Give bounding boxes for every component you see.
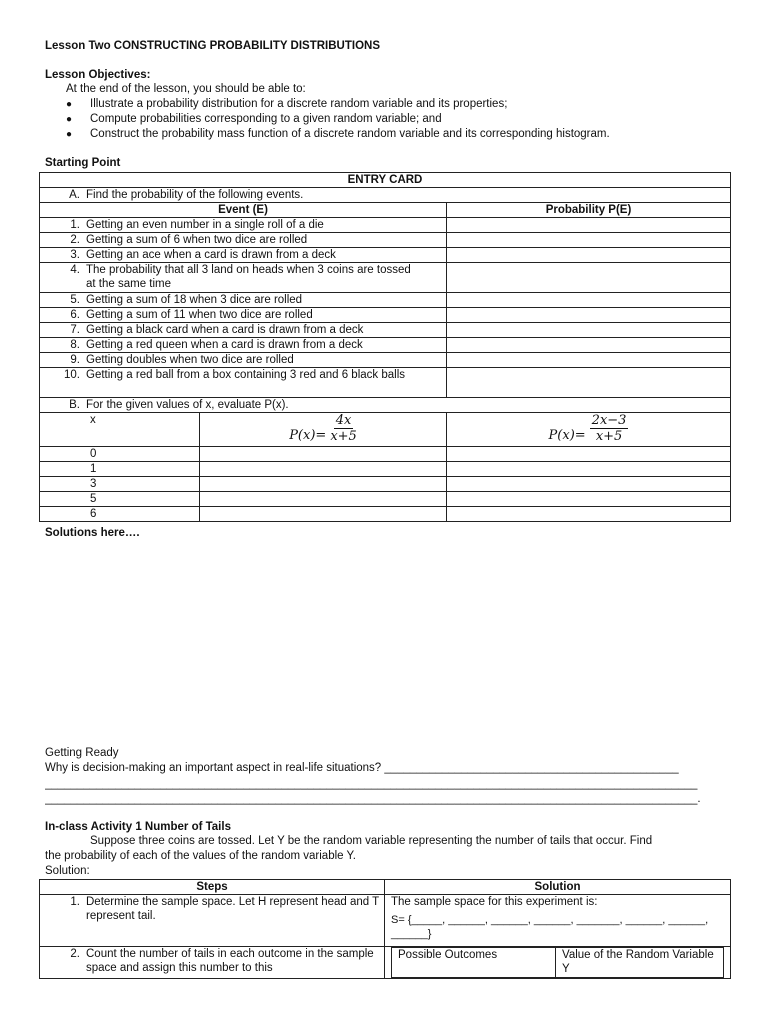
bullet-icon: ● [66, 99, 73, 110]
random-variable-header: Value of the Random Variable Y [556, 948, 724, 978]
answer-cell[interactable] [447, 477, 731, 492]
answer-cell[interactable] [447, 368, 731, 398]
answer-line[interactable]: ______________________________________________________________________________________________________ [45, 778, 698, 790]
formula-1: P(x)= $\frac{4x}{x+5}$ [200, 413, 447, 447]
answer-cell[interactable] [447, 248, 731, 263]
bullet-icon: ● [66, 129, 73, 140]
x-column-header: x [40, 413, 200, 447]
getting-ready-question[interactable]: Why is decision-making an important aspect in real-life situations? ______________________________________________ [45, 762, 679, 774]
objectives-intro: At the end of the lesson, you should be able to: [66, 83, 306, 95]
list-item: ● Illustrate a probability distribution for a discrete random variable and its properties; [66, 98, 508, 110]
answer-cell[interactable] [447, 353, 731, 368]
solution-label: Solution: [45, 865, 90, 877]
activity-table [39, 879, 731, 979]
answer-cell[interactable] [447, 492, 731, 507]
table-row: 6. Getting a sum of 11 when two dice are rolled [40, 308, 731, 323]
event-column-header: Event (E) [40, 203, 447, 218]
sample-space-blanks[interactable]: S= {_____, ______, ______, ______, _______, ______, ______, [391, 914, 709, 926]
entry-card-table: ENTRY CARD A. Find the probability of the following events. Event (E) Probability P(E) 1. Getting an even number in a single roll of a die 2. Getting a sum of 6 when two dice are rolled 3. Getting an ace when a card is drawn from a deck 4. The probability that all 3 land on heads when 3 coins are tossed at the same time 5. Getting a sum of 18 when 3 dice are rolled 6. Getting a sum of 11 when two dice are rolled 7. Getting a black card when a card is drawn from a deck 8. Getting a red queen when a card is drawn from a deck 9. Getting doubles when two dice are rolled 10. Getting a red ball from a box containing 3 red and 6 black balls B. For the given values of x, evaluate P(x). x P(x)= $\frac{4x}{x+5}$ P(x)= $\frac{2x-3}{x+5}$ 0 1 3 5 6 [39, 172, 731, 522]
table-row: 7. Getting a black card when a card is drawn from a deck [40, 323, 731, 338]
table-row: 6 [40, 507, 731, 522]
activity-title: In-class Activity 1 Number of Tails [45, 821, 231, 833]
table-row: 8. Getting a red queen when a card is drawn from a deck [40, 338, 731, 353]
page-title: Lesson Two CONSTRUCTING PROBABILITY DISTRIBUTIONS [45, 40, 380, 52]
sample-space-intro: The sample space for this experiment is: [391, 896, 598, 908]
table-row: 0 [40, 447, 731, 462]
answer-cell[interactable] [200, 462, 447, 477]
list-item: ● Compute probabilities corresponding to a given random variable; and [66, 113, 442, 125]
answer-cell[interactable] [447, 323, 731, 338]
solution-column-header: Solution [385, 880, 731, 895]
bullet-icon: ● [66, 114, 73, 125]
answer-cell[interactable] [200, 492, 447, 507]
table-row: 2. Getting a sum of 6 when two dice are rolled [40, 233, 731, 248]
table-row: 1 [40, 462, 731, 477]
objectives-list [66, 97, 610, 142]
answer-cell[interactable] [447, 462, 731, 477]
answer-cell[interactable] [447, 338, 731, 353]
table-row: 2. Count the number of tails in each outcome in the sample space and assign this number to this Possible Outcomes Value of the Random Variable Y [40, 947, 731, 979]
possible-outcomes-header: Possible Outcomes [392, 948, 556, 978]
answer-cell[interactable] [200, 447, 447, 462]
getting-ready-heading: Getting Ready [45, 747, 119, 759]
table-row: 3. Getting an ace when a card is drawn from a deck [40, 248, 731, 263]
table-row: 3 [40, 477, 731, 492]
part-a-instruction: Find the probability of the following events. [86, 189, 304, 201]
list-item: ● Construct the probability mass function of a discrete random variable and its corresponding histogram. [66, 128, 610, 140]
part-b-instruction: For the given values of x, evaluate P(x). [86, 399, 289, 411]
outcomes-table [391, 947, 724, 978]
answer-cell[interactable] [447, 293, 731, 308]
objectives-heading: Lesson Objectives: [45, 69, 151, 81]
steps-column-header: Steps [40, 880, 385, 895]
starting-point-heading: Starting Point [45, 157, 121, 169]
answer-cell[interactable] [447, 218, 731, 233]
formula-2: P(x)= $\frac{2x-3}{x+5}$ [447, 413, 731, 447]
probability-column-header: Probability P(E) [447, 203, 731, 218]
table-row: 5. Getting a sum of 18 when 3 dice are rolled [40, 293, 731, 308]
answer-cell[interactable] [447, 447, 731, 462]
answer-cell[interactable] [447, 308, 731, 323]
table-row: 9. Getting doubles when two dice are rolled [40, 353, 731, 368]
activity-text-line1: Suppose three coins are tossed. Let Y be the random variable representing the number of tails that occur. Find [90, 835, 653, 847]
answer-cell[interactable] [447, 263, 731, 293]
table-row: 4. The probability that all 3 land on heads when 3 coins are tossed at the same time [40, 263, 731, 293]
table-row: 1. Determine the sample space. Let H represent head and T represent tail. The sample space for this experiment is: S= {_____, ______, ______, ______, _______, ______, ______, ______} [40, 895, 731, 947]
table-row: 5 [40, 492, 731, 507]
solutions-heading: Solutions here…. [45, 527, 140, 539]
table-row: 10. Getting a red ball from a box containing 3 red and 6 black balls [40, 368, 731, 398]
entry-card-title: ENTRY CARD [40, 173, 731, 188]
answer-line[interactable]: ______________________________________________________________________________________________________. [45, 793, 701, 805]
answer-cell[interactable] [447, 233, 731, 248]
table-row: 1. Getting an even number in a single roll of a die [40, 218, 731, 233]
answer-cell[interactable] [200, 507, 447, 522]
sample-space-blanks-end[interactable]: ______} [391, 928, 432, 940]
answer-cell[interactable] [447, 507, 731, 522]
answer-cell[interactable] [200, 477, 447, 492]
activity-text-line2: the probability of each of the values of the random variable Y. [45, 850, 356, 862]
